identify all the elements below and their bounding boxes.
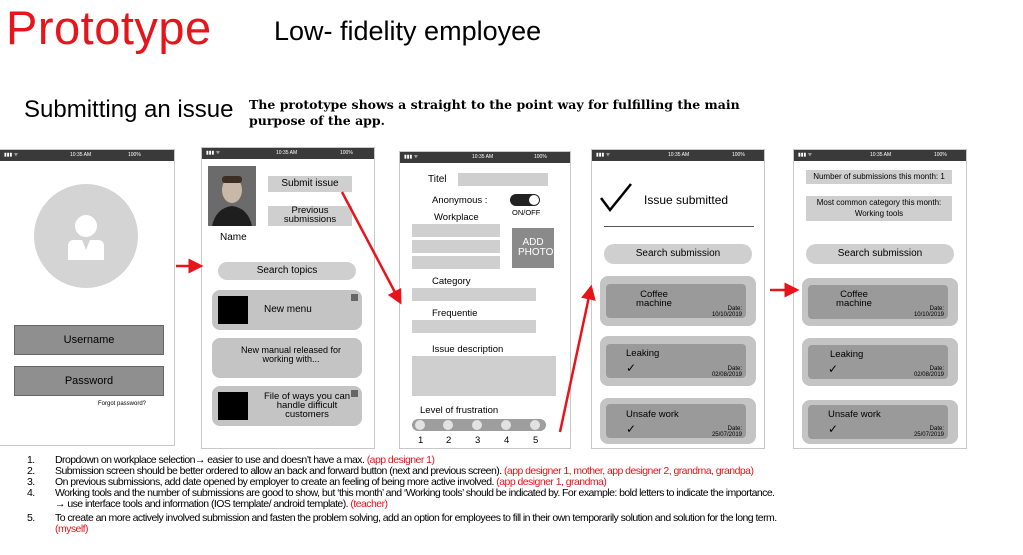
note-source: (teacher) bbox=[350, 498, 388, 510]
card-title: New menu bbox=[264, 304, 312, 315]
check-icon: ✓ bbox=[828, 422, 839, 436]
card-title: Coffee machine bbox=[836, 289, 872, 309]
submit-issue-button[interactable]: Submit issue bbox=[268, 176, 352, 192]
profile-name: Name bbox=[220, 232, 247, 243]
frustration-level-4: 4 bbox=[504, 435, 510, 446]
note-number: 1. bbox=[27, 454, 35, 466]
note-number bbox=[27, 524, 55, 535]
feedback-notes bbox=[27, 455, 1017, 535]
signal-icon: ▮▮▮ ᯤ bbox=[4, 152, 19, 158]
card-title: Unsafe work bbox=[828, 409, 881, 420]
add-photo-label: ADD PHOTO bbox=[518, 237, 554, 258]
note-number: 3. bbox=[27, 476, 35, 488]
note-5-sub bbox=[27, 524, 1017, 535]
note-number: 2. bbox=[27, 465, 35, 477]
note-text: Dropdown on workplace selection→ easier to use and doesn’t have a max. bbox=[55, 454, 367, 466]
status-battery: 100% bbox=[534, 154, 547, 160]
note-text: Submission screen should be better ordered to allow an back and forward button (next and previous screen). bbox=[55, 465, 504, 477]
forgot-password-link[interactable]: Forgot password? bbox=[98, 401, 147, 407]
note-text: → use interface tools and information (IOS template/ android template). bbox=[55, 498, 351, 510]
password-field[interactable]: Password bbox=[14, 366, 164, 396]
frustration-level-2: 2 bbox=[446, 435, 452, 446]
signal-icon: ▮▮▮ ᯤ bbox=[404, 154, 419, 160]
check-icon: ✓ bbox=[828, 362, 839, 376]
card-title: Unsafe work bbox=[626, 409, 679, 420]
status-battery: 100% bbox=[128, 152, 141, 158]
issue-description-label: Issue description bbox=[432, 344, 504, 355]
common-category: Most common category this month: Working tools bbox=[806, 196, 952, 221]
submissions-count: Number of submissions this month: 1 bbox=[806, 170, 952, 184]
note-source: (app designer 1, grandma) bbox=[496, 476, 607, 488]
frequentie-label: Frequentie bbox=[432, 308, 478, 319]
card-date: Date: 10/10/2019 bbox=[711, 306, 742, 318]
card-date: Date: 02/08/2019 bbox=[711, 366, 742, 378]
check-icon: ✓ bbox=[626, 422, 637, 436]
search-topics-button[interactable]: Search topics bbox=[218, 262, 356, 280]
note-source: (app designer 1) bbox=[366, 454, 435, 466]
note-number: 5. bbox=[27, 512, 35, 524]
frustration-level-3: 3 bbox=[475, 435, 481, 446]
status-battery: 100% bbox=[732, 152, 745, 158]
card-date: Date: 02/08/2019 bbox=[913, 366, 944, 378]
issue-submitted-text: Issue submitted bbox=[644, 193, 729, 207]
signal-icon: ▮▮▮ ᯤ bbox=[596, 152, 611, 158]
frustration-label: Level of frustration bbox=[420, 405, 499, 416]
search-submission-button[interactable]: Search submission bbox=[604, 244, 752, 264]
arrow-submit-to-form bbox=[342, 192, 398, 298]
arrow-form-to-submitted bbox=[560, 292, 590, 432]
status-time: 10:35 AM bbox=[472, 154, 494, 160]
note-5 bbox=[27, 513, 1017, 524]
category-label: Category bbox=[432, 276, 471, 287]
section-title: Submitting an issue bbox=[24, 96, 234, 123]
status-time: 10:35 AM bbox=[70, 152, 92, 158]
onoff-label: ON/OFF bbox=[512, 208, 541, 217]
section-description: The prototype shows a straight to the point way for fulfilling the main purpose of the app. bbox=[249, 97, 740, 128]
anonymous-label: Anonymous : bbox=[432, 195, 488, 206]
status-time: 10:35 AM bbox=[276, 150, 298, 156]
card-title: Leaking bbox=[830, 349, 864, 360]
note-4-sub bbox=[27, 499, 1017, 510]
card-date: Date: 10/10/2019 bbox=[913, 306, 944, 318]
card-title: Leaking bbox=[626, 348, 660, 359]
note-source: (app designer 1, mother, app designer 2, grandma, grandpa) bbox=[503, 465, 754, 477]
note-source: (myself) bbox=[55, 523, 88, 535]
signal-icon: ▮▮▮ ᯤ bbox=[206, 150, 221, 156]
card-title: New manual released for working with... bbox=[240, 345, 342, 364]
note-text: On previous submissions, add date opened by employer to create an feeling of being more active involved. bbox=[55, 476, 497, 488]
note-number: 4. bbox=[27, 487, 35, 499]
card-title: Coffee machine bbox=[636, 289, 672, 309]
signal-icon: ▮▮▮ ᯤ bbox=[798, 152, 813, 158]
frustration-level-5: 5 bbox=[533, 435, 539, 446]
note-text: Working tools and the number of submissions are good to show, but ‘this month’ and ‘Working tools’ should be indicated by. For example: bold letters to indicate the importance. bbox=[55, 487, 775, 499]
note-number bbox=[27, 499, 55, 510]
check-icon: ✓ bbox=[626, 361, 637, 375]
page-title: Prototype bbox=[6, 1, 212, 54]
workplace-label: Workplace bbox=[434, 212, 479, 223]
status-time: 10:35 AM bbox=[870, 152, 892, 158]
status-battery: 100% bbox=[934, 152, 947, 158]
username-field[interactable]: Username bbox=[14, 325, 164, 355]
status-battery: 100% bbox=[340, 150, 353, 156]
titel-label: Titel bbox=[428, 174, 447, 185]
previous-submissions-button[interactable]: Previous submissions bbox=[268, 206, 352, 226]
status-time: 10:35 AM bbox=[668, 152, 690, 158]
page-subtitle: Low- fidelity employee bbox=[274, 16, 542, 46]
card-title: File of ways you can handle difficult customers bbox=[263, 391, 351, 420]
card-date: Date: 25/07/2019 bbox=[913, 426, 944, 438]
frustration-level-1: 1 bbox=[418, 435, 424, 446]
search-submission-button[interactable]: Search submission bbox=[806, 244, 954, 264]
card-date: Date: 25/07/2019 bbox=[711, 426, 742, 438]
note-text: To create an more actively involved submission and fasten the problem solving, add an option for employees to fill in their own temporarily solution and solution for the long term. bbox=[55, 512, 777, 524]
